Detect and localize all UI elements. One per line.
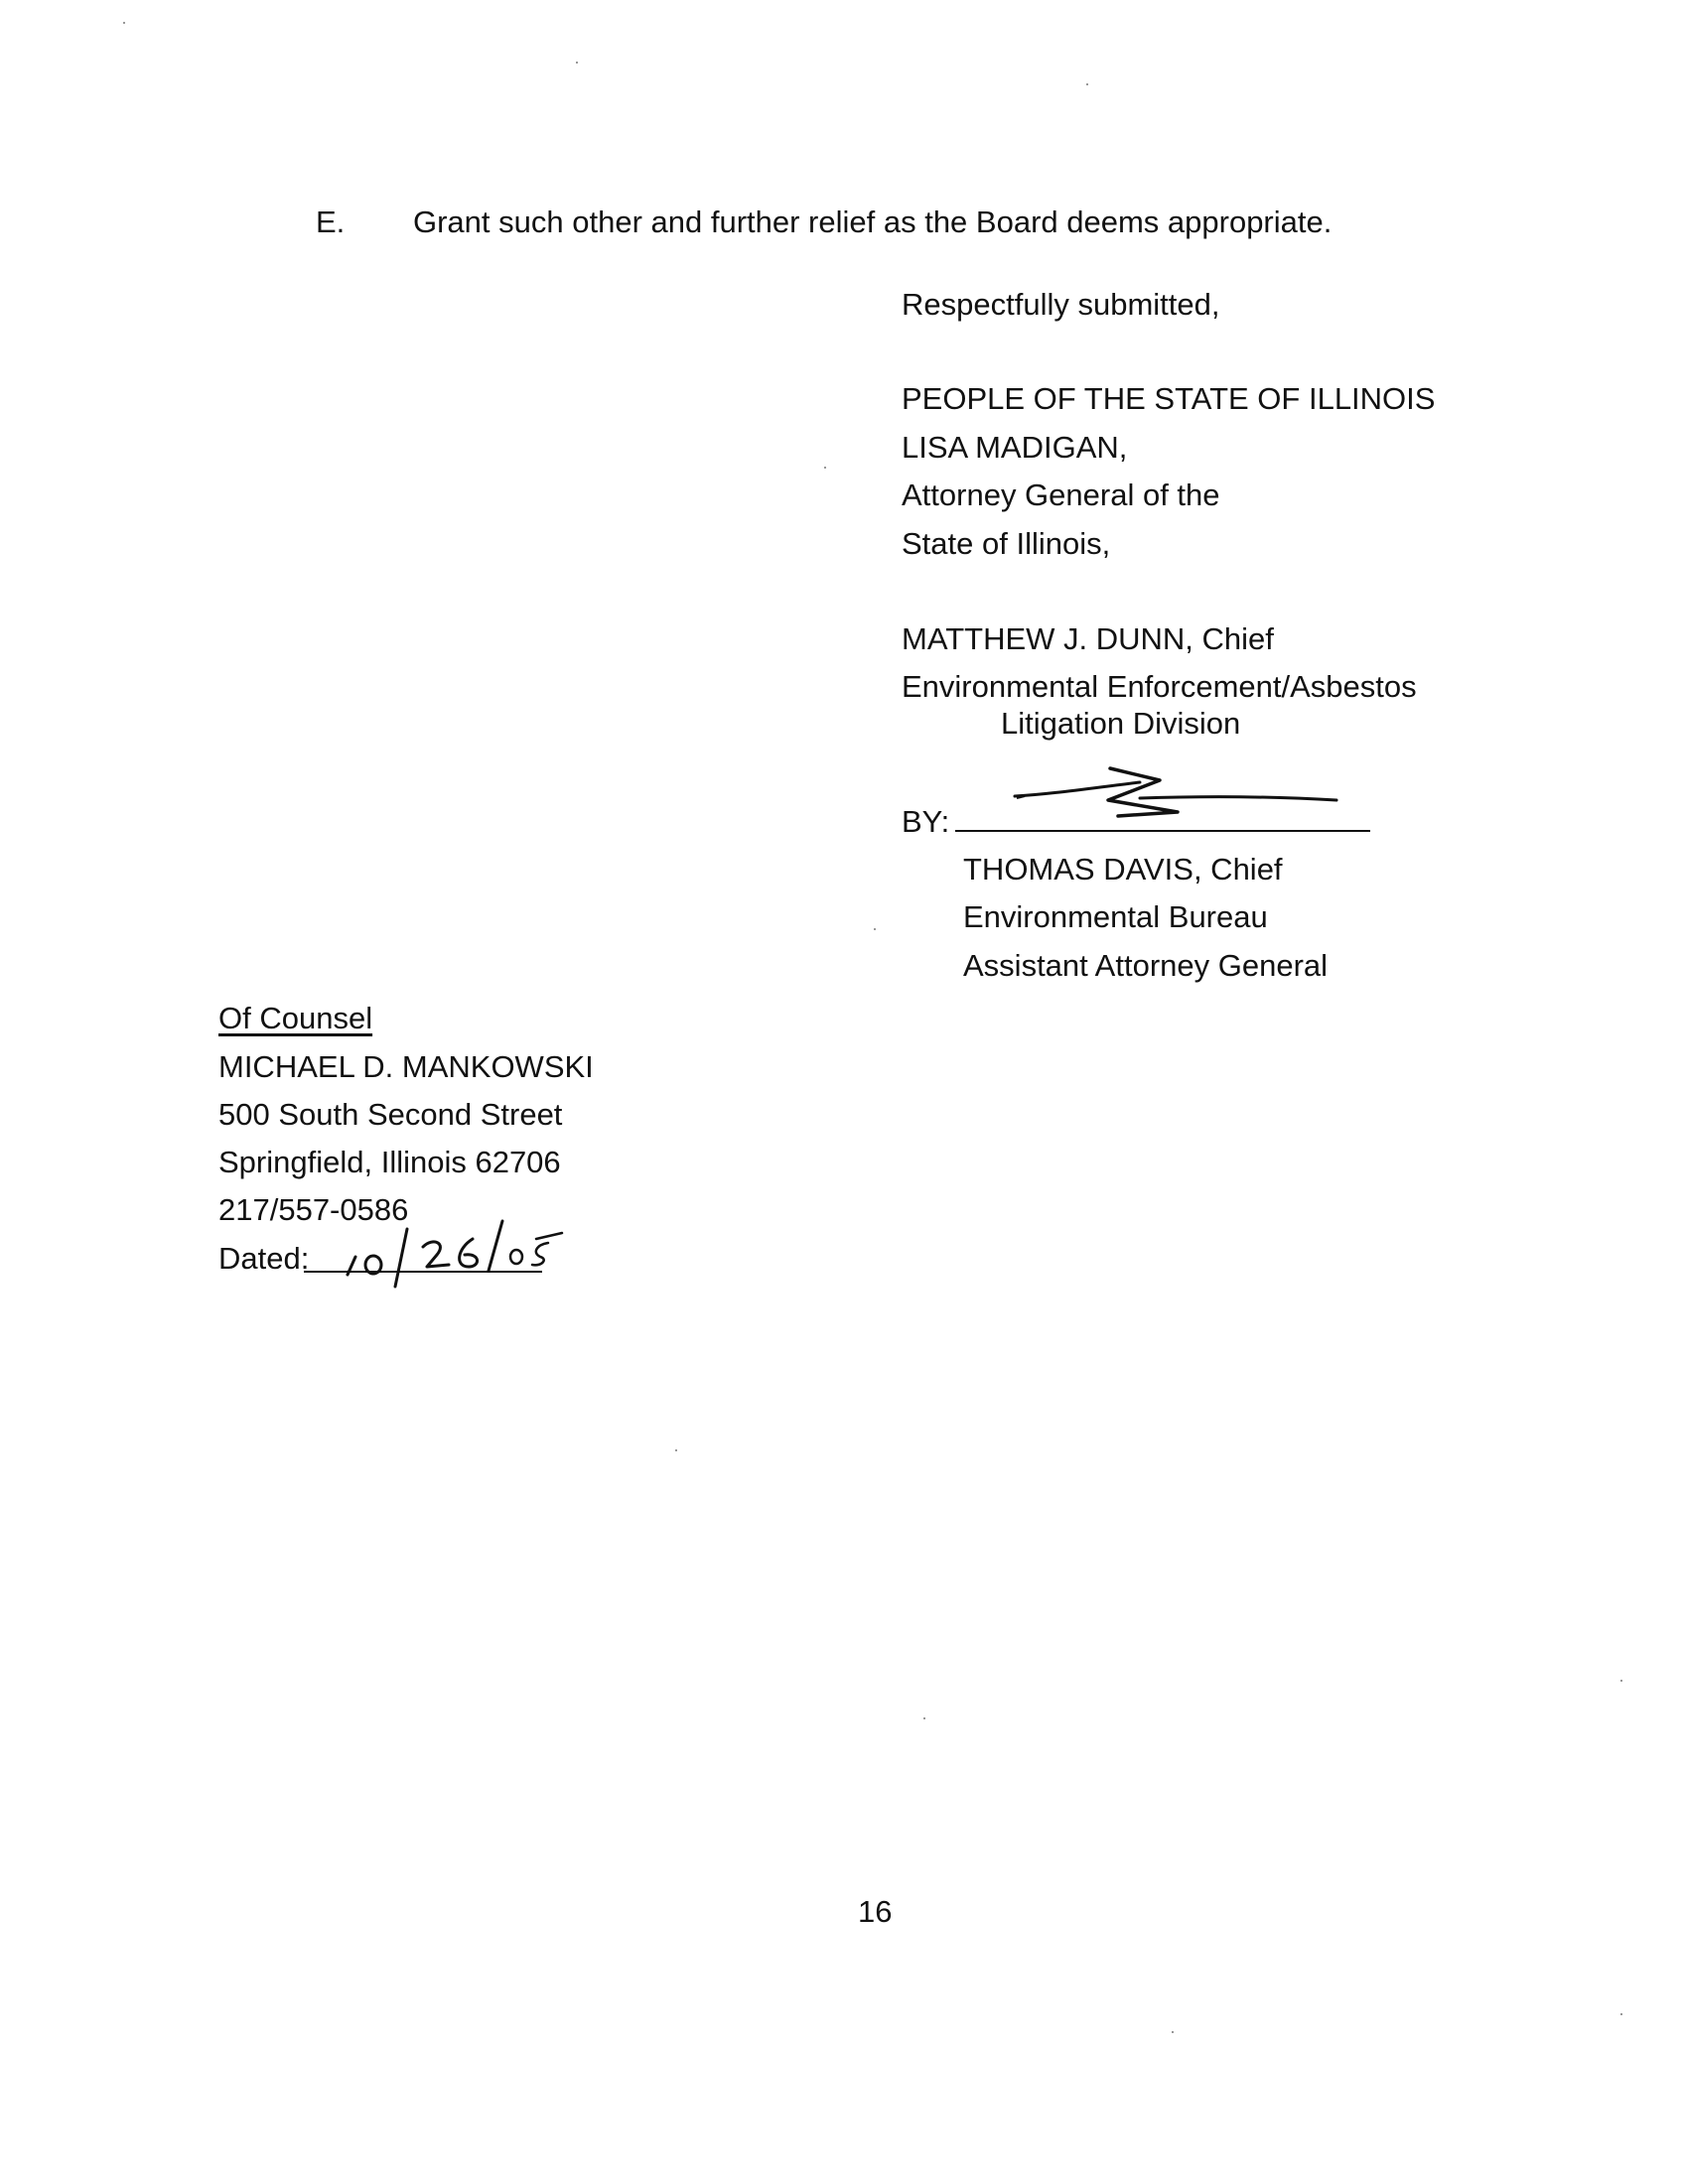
by-label: BY:: [902, 804, 950, 839]
party-line-2: LISA MADIGAN,: [902, 430, 1128, 465]
dated-handwriting: [338, 1209, 576, 1289]
signer-title: Assistant Attorney General: [963, 948, 1329, 983]
counsel-phone: 217/557-0586: [218, 1192, 409, 1227]
counsel-name: MICHAEL D. MANKOWSKI: [218, 1049, 594, 1084]
relief-text: Grant such other and further relief as the Board deems appropriate.: [413, 205, 1333, 239]
scan-speck: [874, 928, 876, 930]
scan-speck: [923, 1717, 925, 1719]
division-line-2: Environmental Enforcement/Asbestos: [902, 669, 1417, 704]
scan-speck: [1620, 2013, 1622, 2015]
signer-bureau: Environmental Bureau: [963, 899, 1268, 934]
party-line-4: State of Illinois,: [902, 526, 1111, 561]
scan-speck: [1620, 1680, 1622, 1682]
scan-speck: [824, 467, 826, 469]
scan-speck: [123, 22, 125, 24]
party-line-3: Attorney General of the: [902, 478, 1220, 512]
dated-label: Dated:: [218, 1241, 310, 1276]
scan-speck: [1172, 2031, 1174, 2033]
counsel-heading: Of Counsel: [218, 1001, 373, 1035]
scan-speck: [675, 1449, 677, 1451]
page-number: 16: [858, 1894, 893, 1929]
signature-scribble: [1011, 758, 1348, 830]
scan-speck: [1086, 83, 1088, 85]
counsel-street: 500 South Second Street: [218, 1097, 563, 1132]
relief-letter: E.: [316, 205, 346, 239]
closing-text: Respectfully submitted,: [902, 287, 1220, 322]
signer-name: THOMAS DAVIS, Chief: [963, 852, 1283, 887]
signature-line: [955, 830, 1370, 832]
party-line-1: PEOPLE OF THE STATE OF ILLINOIS: [902, 381, 1436, 416]
scan-speck: [576, 62, 578, 64]
division-line-1: MATTHEW J. DUNN, Chief: [902, 621, 1274, 656]
counsel-city: Springfield, Illinois 62706: [218, 1145, 561, 1179]
division-line-3: Litigation Division: [1001, 706, 1241, 741]
